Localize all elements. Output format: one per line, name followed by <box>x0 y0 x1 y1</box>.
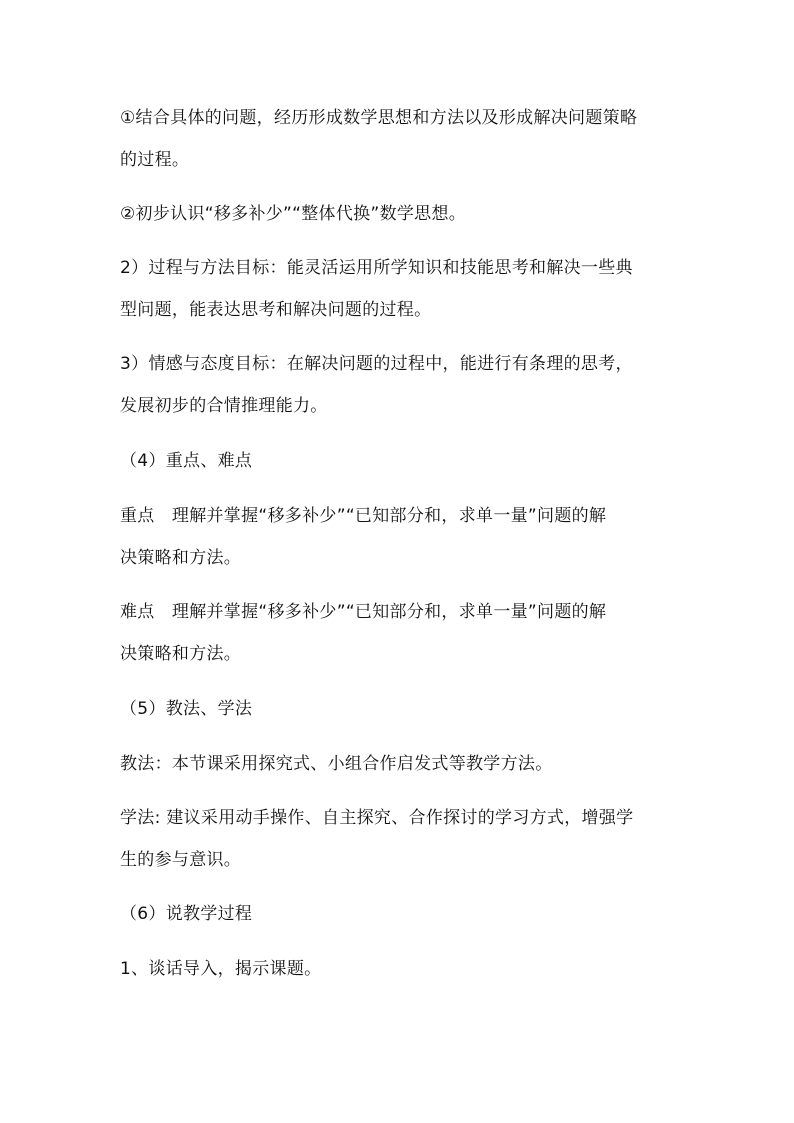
objective-line-1-cont: 的过程。 <box>120 150 190 170</box>
section-heading-methods: （5）教法、学法 <box>120 699 253 719</box>
key-point-text: 重点 理解并掌握“移多补少”“已知部分和，求单一量”问题的解 <box>120 506 607 526</box>
learning-method-text: 学法: 建议采用动手操作、自主探究、合作探讨的学习方式，增强学 <box>120 808 634 828</box>
difficult-point-text-cont: 决策略和方法。 <box>120 644 242 664</box>
objective-line-1: ①结合具体的问题，经历形成数学思想和方法以及形成解决问题策略 <box>120 108 638 128</box>
emotion-attitude-goal-cont: 发展初步的合情推理能力。 <box>120 396 328 416</box>
learning-method-text-cont: 生的参与意识。 <box>120 850 242 870</box>
difficult-point-text: 难点 理解并掌握“移多补少”“已知部分和，求单一量”问题的解 <box>120 602 607 622</box>
emotion-attitude-goal: 3）情感与态度目标：在解决问题的过程中，能进行有条理的思考， <box>120 354 633 374</box>
process-step-1: 1、谈话导入，揭示课题。 <box>120 959 322 979</box>
process-method-goal-cont: 型问题，能表达思考和解决问题的过程。 <box>120 300 432 320</box>
process-method-goal: 2）过程与方法目标：能灵活运用所学知识和技能思考和解决一些典 <box>120 258 633 278</box>
objective-line-2: ②初步认识“移多补少”“整体代换”数学思想。 <box>120 204 467 224</box>
key-point-text-cont: 决策略和方法。 <box>120 548 242 568</box>
section-heading-key-points: （4）重点、难点 <box>120 451 253 471</box>
teaching-method-text: 教法：本节课采用探究式、小组合作启发式等教学方法。 <box>120 754 553 774</box>
section-heading-process: （6）说教学过程 <box>120 904 253 924</box>
